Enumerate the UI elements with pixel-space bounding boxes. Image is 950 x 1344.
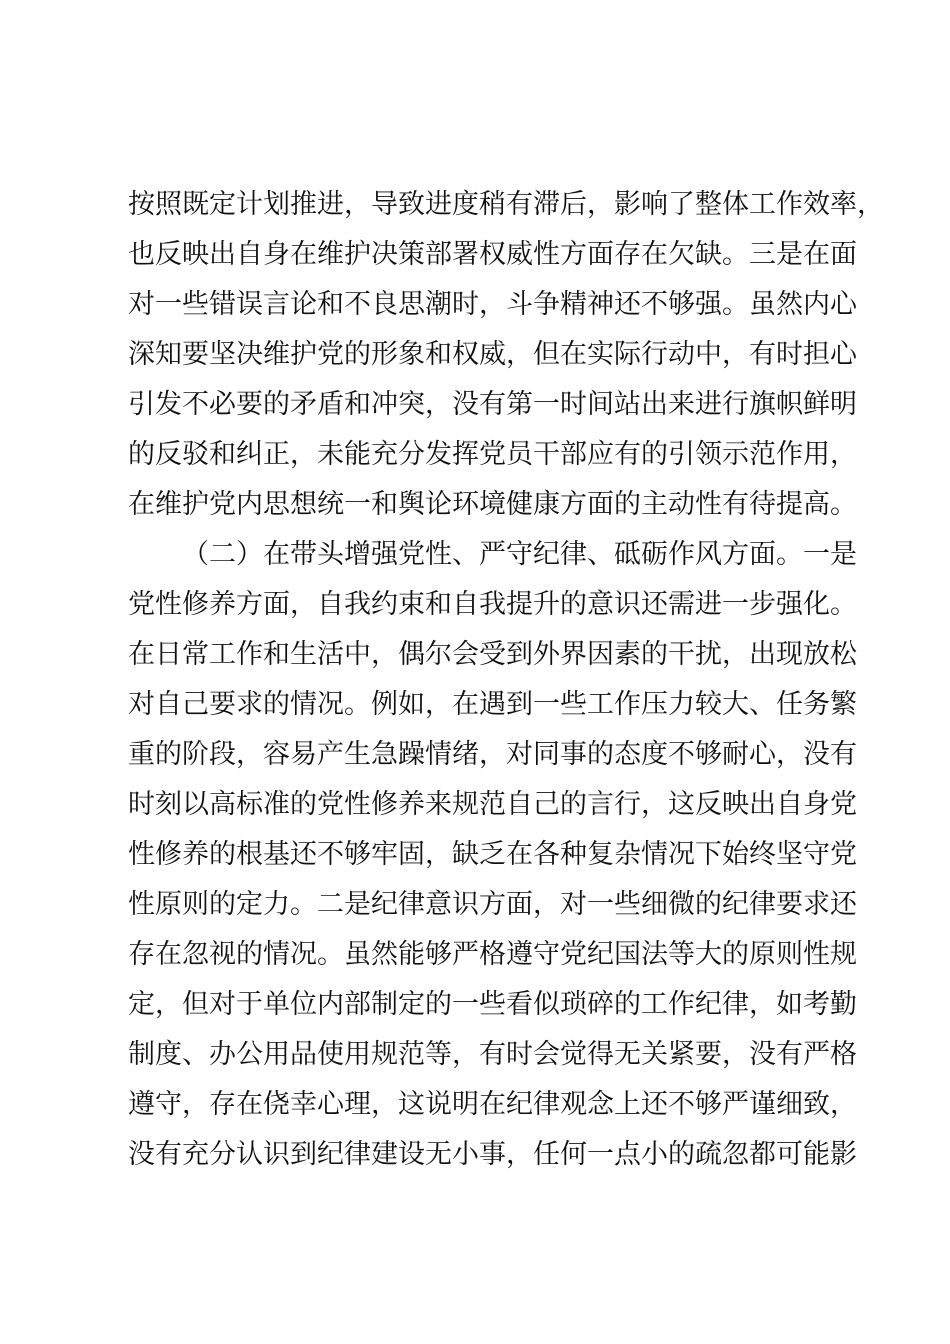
text-line-19: 遵守，存在侥幸心理，这说明在纪律观念上还不够严谨细致， bbox=[128, 1089, 857, 1120]
text-line-11: 对自己要求的情况。例如，在遇到一些工作压力较大、任务繁 bbox=[128, 689, 857, 720]
text-line-13: 时刻以高标准的党性修养来规范自己的言行，这反映出自身党 bbox=[128, 789, 857, 820]
text-line-4: 深知要坚决维护党的形象和权威，但在实际行动中，有时担心 bbox=[128, 339, 857, 370]
text-line-12: 重的阶段，容易产生急躁情绪，对同事的态度不够耐心，没有 bbox=[128, 739, 857, 770]
text-line-2: 也反映出自身在维护决策部署权威性方面存在欠缺。三是在面 bbox=[128, 239, 857, 270]
text-line-5: 引发不必要的矛盾和冲突，没有第一时间站出来进行旗帜鲜明 bbox=[128, 389, 857, 420]
text-line-1: 按照既定计划推进，导致进度稍有滞后，影响了整体工作效率， bbox=[128, 189, 884, 220]
text-line-17: 定，但对于单位内部制定的一些看似琐碎的工作纪律，如考勤 bbox=[128, 989, 857, 1020]
text-line-9: 党性修养方面，自我约束和自我提升的意识还需进一步强化。 bbox=[128, 589, 857, 620]
text-line-7: 在维护党内思想统一和舆论环境健康方面的主动性有待提高。 bbox=[128, 489, 857, 520]
text-line-20: 没有充分认识到纪律建设无小事，任何一点小的疏忽都可能影 bbox=[128, 1139, 857, 1170]
text-line-10: 在日常工作和生活中，偶尔会受到外界因素的干扰，出现放松 bbox=[128, 639, 857, 670]
text-line-18: 制度、办公用品使用规范等，有时会觉得无关紧要，没有严格 bbox=[128, 1039, 857, 1070]
text-line-6: 的反驳和纠正，未能充分发挥党员干部应有的引领示范作用， bbox=[128, 439, 857, 470]
section-heading-line: （二）在带头增强党性、严守纪律、砥砺作风方面。一是 bbox=[182, 539, 857, 570]
text-line-3: 对一些错误言论和不良思潮时，斗争精神还不够强。虽然内心 bbox=[128, 289, 857, 320]
text-line-16: 存在忽视的情况。虽然能够严格遵守党纪国法等大的原则性规 bbox=[128, 939, 857, 970]
text-line-15: 性原则的定力。二是纪律意识方面，对一些细微的纪律要求还 bbox=[128, 889, 857, 920]
text-line-14: 性修养的根基还不够牢固，缺乏在各种复杂情况下始终坚守党 bbox=[128, 839, 857, 870]
